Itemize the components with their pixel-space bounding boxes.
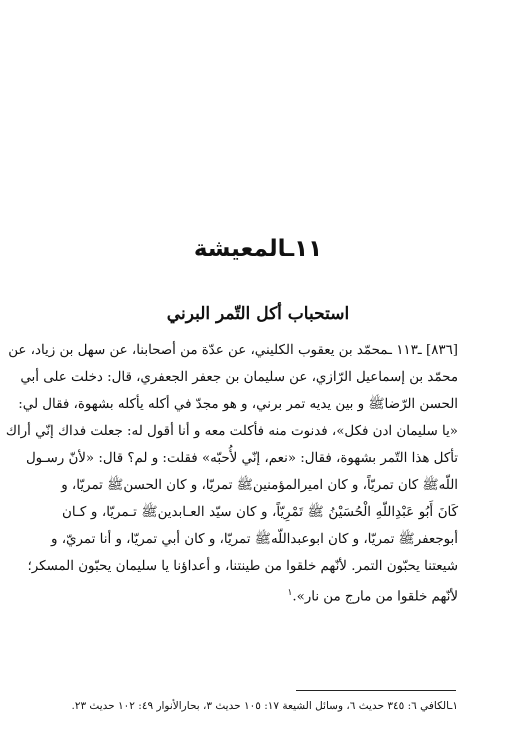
body-line: الحسن الرّضاﷺ و بين يديه تمر برني، و هو مجدّ في أكله يأكله بشهوة، فقال لي:	[18, 397, 458, 412]
body-line: شيعتنا يحبّون التمر. لأنّهم خلقوا من طينتنا، و أعداؤنا يا سليمان يحبّون المسكر؛	[27, 559, 458, 574]
body-line: اللّهﷺ كان تمريّاً، و كان اميرالمؤمنينﷺ تمريّا، و كان الحسنﷺ تمريّا، و	[61, 478, 458, 493]
body-line: «يا سليمان ادن فكل»، فدنوت منه فأكلت معه و أنا أقول له: جعلت فداك إنّي أراك	[5, 424, 458, 439]
body-line: كَانَ أَبُو عَبْدِاللّهِ الْحُسَيْنُ ﷺ تَمْرِيّاً، و كان سيّد العـابدينﷺ تـمريّا، و كـان	[62, 505, 458, 520]
body-line: تأكل هذا التّمر بشهوة، فقال: «نعم، إنّي لأُحبّه» فقلت: و لم؟ قال: «لأنّ رسـول	[25, 451, 458, 466]
footnote-marker: ١	[287, 588, 293, 598]
body-line: [٨٣٦] ـ١١٣ ـمحمّد بن يعقوب الكليني، عن عدّة من أصحابنا، عن سهل بن زياد، عن	[8, 343, 458, 358]
section-title: استحباب أكل التّمر البرني	[166, 304, 350, 324]
body-line: محمّد بن إسماعيل الرّازي، عن سليمان بن جعفر الجعفري، قال: دخلت على أبي	[20, 370, 458, 385]
body-line-last	[62, 580, 458, 610]
body-line-text: لأنّهم خلقوا من مارج من نار».	[292, 589, 458, 605]
chapter-title: ١١ـالمعيشة	[193, 236, 323, 262]
footnote-divider	[296, 690, 456, 691]
body-line: أبوجعفرﷺ تمريّا، و كان ابوعبداللّهﷺ تمريّا، و كان أبي تمريّا، و أنا تمريّ، و	[51, 532, 458, 547]
hadith-body	[5, 337, 458, 610]
footnote: ١ـالكافي ٦: ٣٤٥ حديث ٦، وسائل الشيعة ١٧: ١٠٥ حديث ٣، بحارالأنوار ٤٩: ١٠٢ حديث ٢٣.	[71, 700, 458, 712]
